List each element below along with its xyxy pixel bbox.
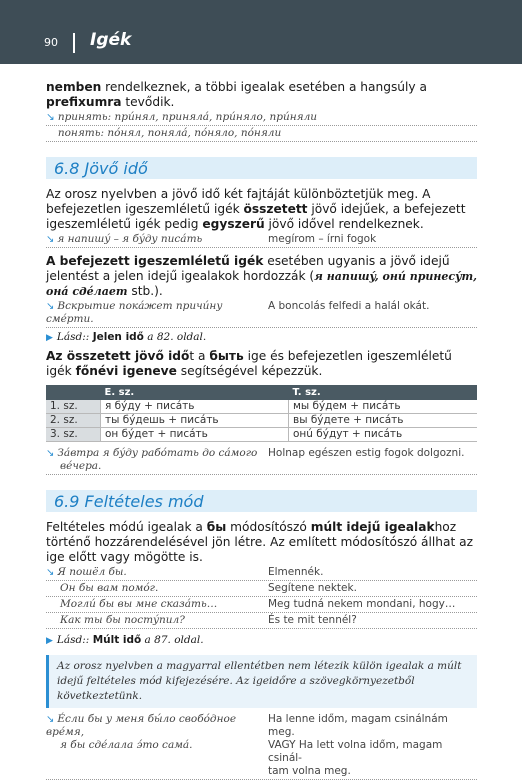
example-row: ↘ я напишý – я бýду писáть megírom – írni fogok [46, 232, 477, 248]
conjugation-table [46, 385, 477, 442]
example-row: ↘ Éсли бы у меня бы́ло свобóдное врéмя, я бы сдéлала э́то самá. Ha lenne időm, magam csinálnám meg. VAGY Ha lett volna időm, magam csinál- tam volna meg. [46, 712, 477, 780]
example-line: понять: пóнял, понялá, пóняло, пóняли [46, 126, 477, 142]
intro-paragraph: nemben rendelkeznek, a többi igealak esetében a hangsúly a prefixumra tevődik. [46, 80, 427, 109]
page-header [0, 0, 522, 64]
note-box: Az orosz nyelvben a magyarral ellentétben nem létezik külön igealak a múlt idejű feltételes mód kifejezésére. Az igeidőre a szövegkörnyezetből következtetünk. [46, 655, 477, 708]
example-line: ↘ принять: прúнял, принялá, прúняло, прúняли [46, 110, 477, 126]
paragraph: Az orosz nyelvben a jövő idő két fajtáját különböztetjük meg. A befejezetlen igeszemléletű igék összetett jövő idejűek, a befejezett igeszemléletű igék pedig egyszerű jövő idővel rendelkeznek. [46, 187, 466, 231]
example-row: ↘ Вскрытие покáжет причúну смéрти. A boncolás felfedi a halál okát. [46, 299, 477, 328]
arrow-down-right-icon: ↘ [46, 111, 55, 123]
section-heading: 6.9 Feltételes mód [46, 490, 477, 512]
section-heading: 6.8 Jövő idő [46, 157, 477, 179]
cross-reference: ▶ Lásd:: Jelen idő a 82. oldal. [46, 331, 207, 343]
arrow-down-right-icon: ↘ [46, 714, 55, 725]
table-row: 3. sz. он бýдет + писáть онú бýдут + писáть [46, 428, 477, 442]
arrow-down-right-icon: ↘ [46, 448, 55, 459]
table-header-row: E. sz. T. sz. [46, 385, 477, 400]
example-row: ↘ Я пошёл бы. Elmennék. [46, 565, 477, 581]
example-row: Как ты бы постýпил? És te mit tennél? [46, 613, 477, 629]
page-content [46, 80, 477, 780]
table-row: 2. sz. ты бýдешь + писáть вы бýдете + писáть [46, 414, 477, 428]
example-row: ↘ Зáвтра я бýду рабóтать до сáмого вéчера. Holnap egészen estig fogok dolgozni. [46, 446, 477, 475]
example-row: Моглú бы вы мне сказáть… Meg tudná nekem mondani, hogy… [46, 597, 477, 613]
page-number: 90 [44, 36, 58, 49]
table-row: 1. sz. я бýду + писáть мы бýдем + писáть [46, 400, 477, 414]
arrow-down-right-icon: ↘ [46, 234, 55, 245]
triangle-right-icon: ▶ [46, 636, 53, 646]
arrow-down-right-icon: ↘ [46, 301, 55, 312]
paragraph: Feltételes módú igealak a бы módosítószó múlt idejű igealakhoz történő hozzárendelésével jön létre. Az említett módosítószó állhat az ige előtt vagy mögötte is. [46, 520, 473, 564]
example-row: Он бы вам помóг. Segítene nektek. [46, 581, 477, 597]
paragraph: Az összetett jövő időt a быть ige és befejezetlen igeszemléletű igék főnévi igeneve segítségével képezzük. [46, 349, 452, 378]
chapter-title: Igék [90, 30, 132, 50]
header-divider [73, 33, 75, 53]
arrow-down-right-icon: ↘ [46, 567, 55, 578]
triangle-right-icon: ▶ [46, 333, 53, 343]
paragraph: A befejezett igeszemléletű igék esetében ugyanis a jövő idejű jelentést a jelen idejű igealakok hordozzák (я напишý, онú принесýт, онá сдéлает stb.). [46, 254, 477, 298]
cross-reference: ▶ Lásd:: Múlt idő a 87. oldal. [46, 634, 204, 646]
